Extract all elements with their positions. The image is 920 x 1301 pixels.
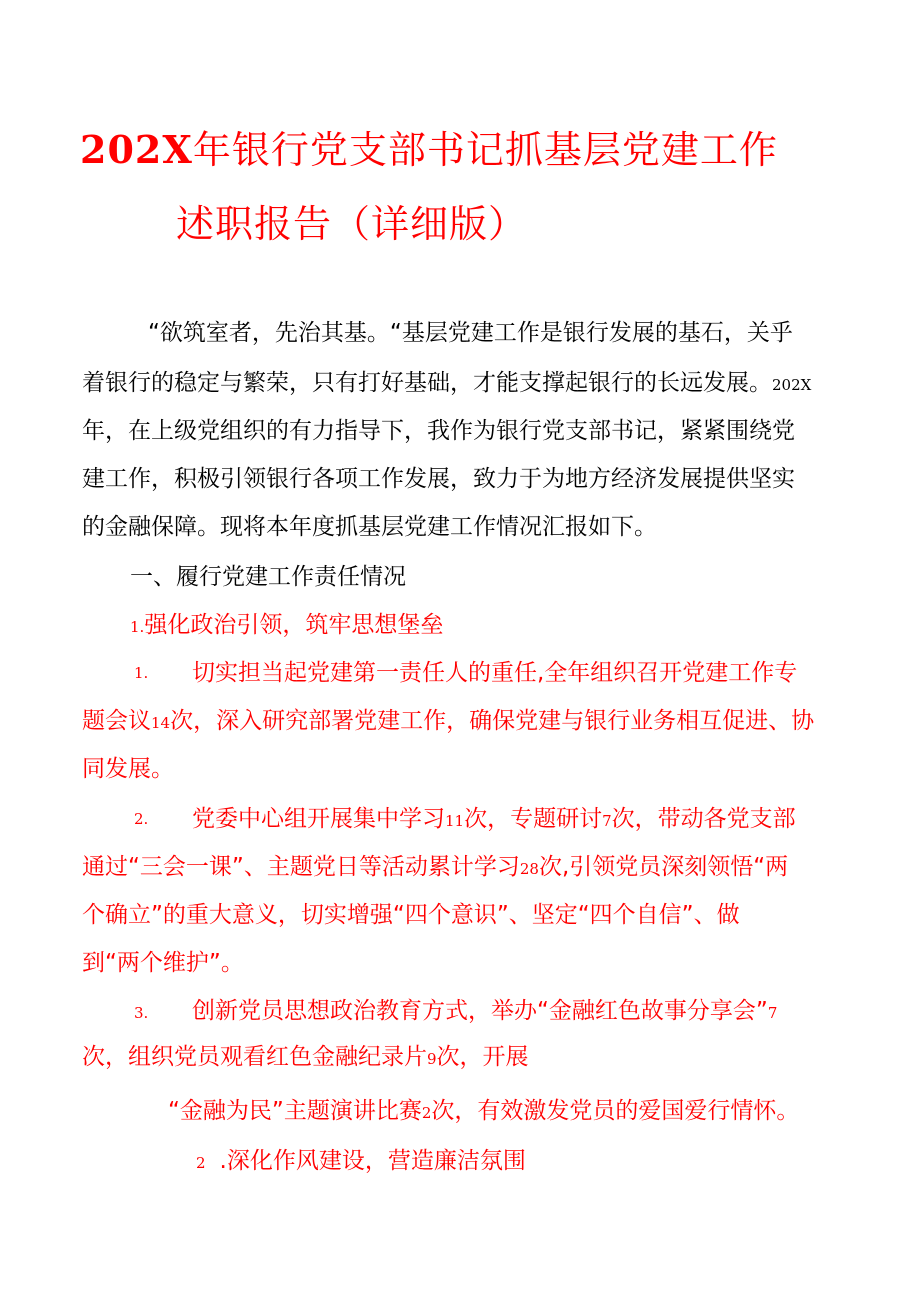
item-text: 题会议 <box>82 708 151 734</box>
list-item-line: 切实担当起党建第一责任人的重任,全年组织召开党建工作专 <box>192 660 798 686</box>
section-heading: 一、履行党建工作责任情况 <box>130 564 406 590</box>
item-number: 9 <box>427 1050 437 1068</box>
intro-line: 建工作，积极引领银行各项工作发展，致力于为地方经济发展提供坚实 <box>82 466 795 492</box>
item-text: 次，专题研讨 <box>464 806 603 832</box>
item-text: 次,引领党员深刻领悟“两 <box>538 854 789 880</box>
list-item-line: 同发展。 <box>82 756 174 782</box>
subsection-text: 强化政治引领，筑牢思想堡垒 <box>144 612 444 638</box>
subsection-text: .深化作风建设，营造廉洁氛围 <box>219 1148 526 1174</box>
title-year: 202X <box>80 127 193 172</box>
item-text: “金融为民”主题演讲比赛 <box>168 1098 422 1124</box>
list-item-line <box>82 850 842 886</box>
subsection-number: 1. <box>130 618 145 636</box>
item-text: 次，组织党员观看红色金融纪录片 <box>82 1044 427 1070</box>
item-number: 2 <box>421 1104 432 1122</box>
item-number: 14 <box>151 714 171 732</box>
item-text: 党委中心组开展集中学习 <box>192 806 445 832</box>
list-item-line <box>168 1094 828 1130</box>
item-number: 28 <box>519 860 539 878</box>
intro-line: “欲筑室者，先治其基。“基层党建工作是银行发展的基石，关乎 <box>148 320 793 346</box>
item-number: 11 <box>445 812 465 830</box>
list-item-line <box>192 802 822 838</box>
title-text: 年银行党支部书记抓基层党建工作 <box>192 128 778 172</box>
intro-year: 202X <box>772 376 812 394</box>
list-marker: 1. <box>134 664 149 682</box>
item-text: 次，带动各党支部 <box>611 806 796 832</box>
item-text: 通过“三会一课”、主题党日等活动累计学习 <box>82 854 520 880</box>
document-title-line-2: 述职报告（详细版） <box>176 202 528 246</box>
item-text: 创新党员思想政治教育方式，举办“金融红色故事分享会” <box>192 998 768 1024</box>
item-text: 次，有效激发党员的爱国爱行情怀。 <box>431 1098 800 1124</box>
list-marker: 2. <box>134 810 149 828</box>
intro-line: 年，在上级党组织的有力指导下，我作为银行党支部书记，紧紧围绕党 <box>82 418 795 444</box>
intro-text: 着银行的稳定与繁荣，只有打好基础，才能支撑起银行的长远发展。 <box>82 370 772 396</box>
list-item-line <box>192 994 832 1030</box>
item-number: 7 <box>767 1004 778 1022</box>
intro-line: 的金融保障。现将本年度抓基层党建工作情况汇报如下。 <box>82 514 657 540</box>
list-marker: 3. <box>134 1004 149 1022</box>
subsection-heading <box>196 1144 920 1180</box>
item-text: 次，开展 <box>436 1044 529 1070</box>
item-text: 次，深入研究部署党建工作，确保党建与银行业务相互促进、协 <box>170 708 815 734</box>
intro-line <box>82 366 842 402</box>
list-item-line: 到“两个维护”。 <box>82 950 244 976</box>
list-item-line <box>82 704 842 740</box>
list-item-line <box>82 1040 842 1076</box>
item-number: 7 <box>602 812 612 830</box>
subsection-heading <box>130 608 890 644</box>
document-title-line-1 <box>80 126 920 174</box>
list-item-line: 个确立”的重大意义，切实增强“四个意识”、坚定“四个自信”、做 <box>82 902 740 928</box>
subsection-number: 2 <box>196 1154 206 1172</box>
